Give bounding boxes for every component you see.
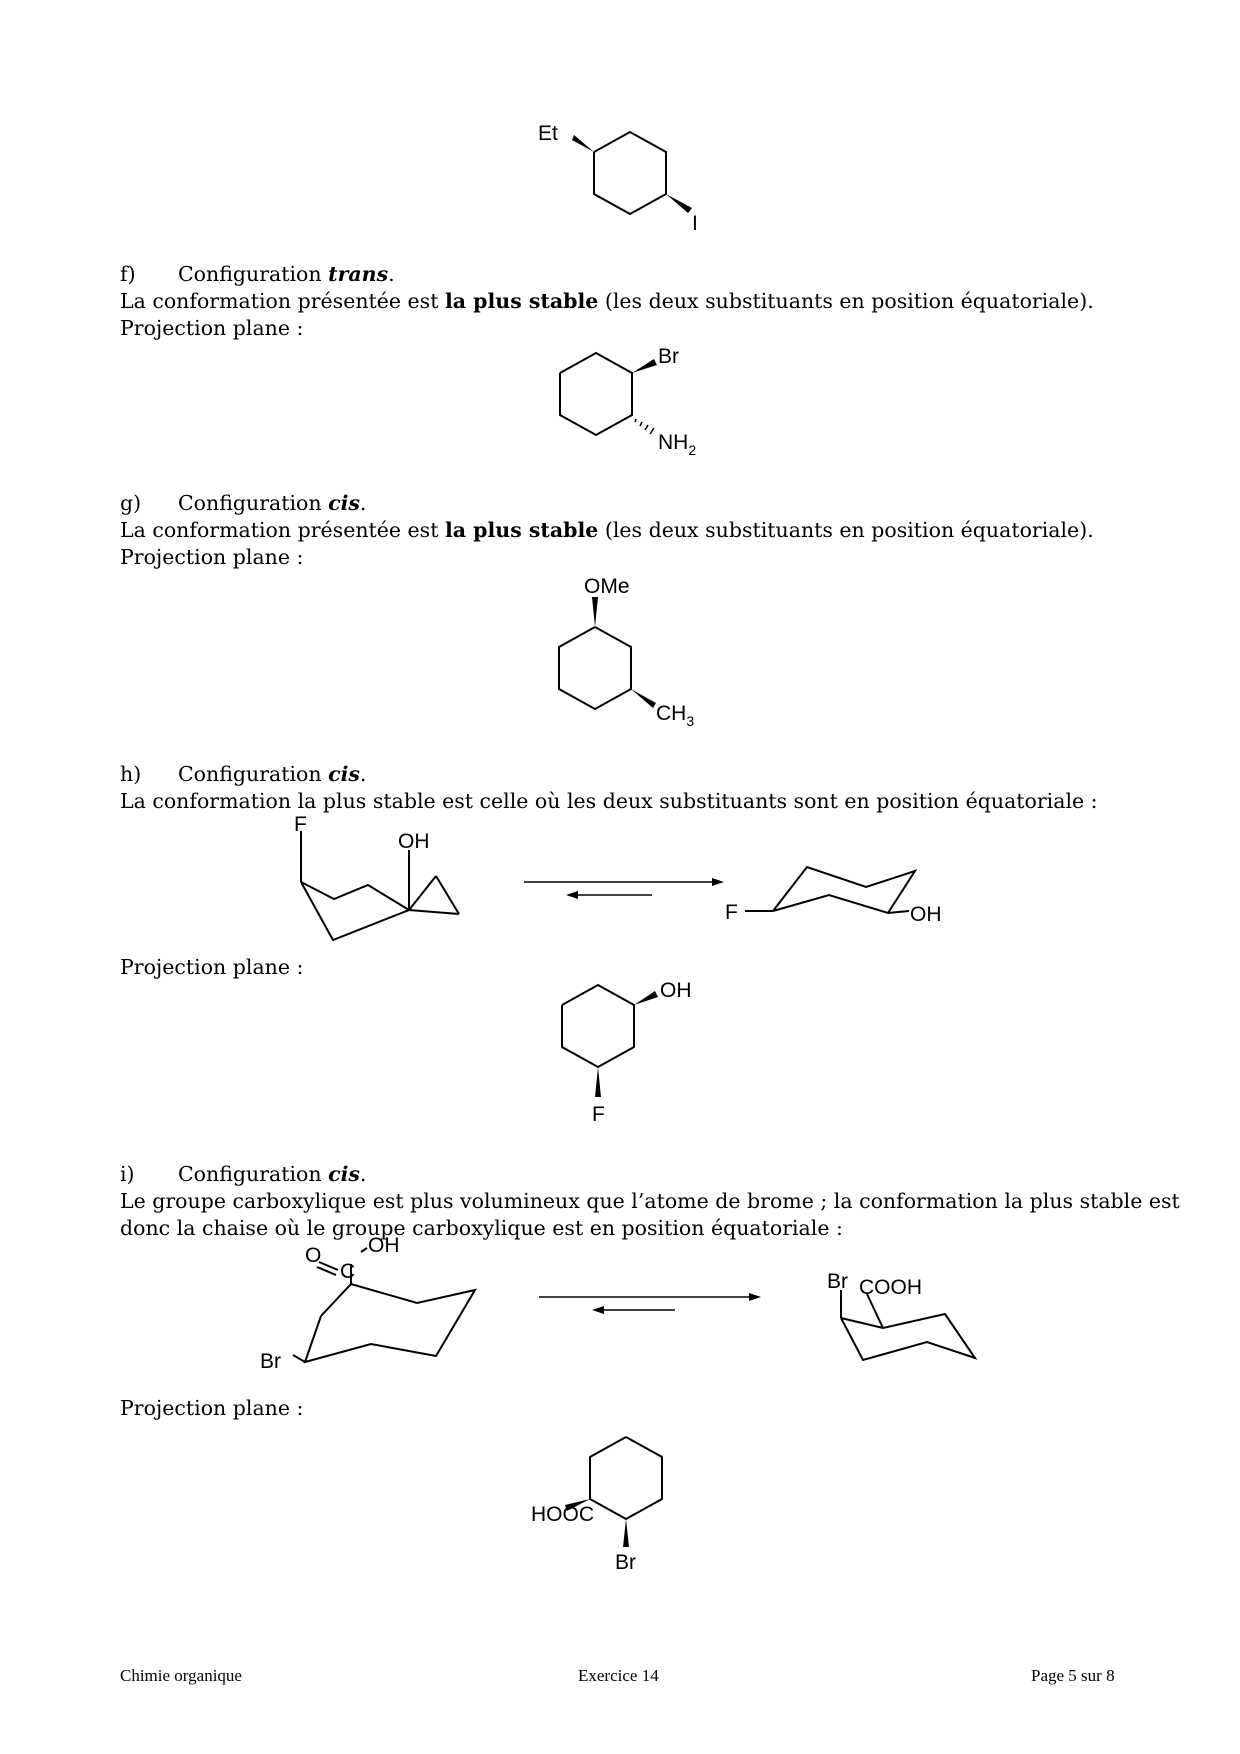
substituent-methyl: $CH_3$ (656, 702, 695, 729)
substituent-hydroxy: OH (660, 979, 692, 1002)
section-g-heading: Configuration cis. (178, 491, 367, 515)
chair-h-axial (270, 815, 470, 945)
carboxyl-carbon: C (340, 1260, 356, 1283)
substituent-methoxy: OMe (584, 575, 630, 598)
section-g-projection-label: Projection plane : (120, 545, 304, 569)
substituent-bromo: Br (658, 345, 679, 368)
substituent-fluoro-axial: F (294, 813, 307, 836)
section-f-heading: Configuration trans. (178, 262, 395, 286)
section-i-text-line1: Le groupe carboxylique est plus volumineux que l’atome de brome ; la conformation la plus stable est (120, 1189, 1180, 1213)
substituent-carboxyl: HOOC (531, 1503, 594, 1526)
chair-i-axial-bromo (255, 1234, 495, 1400)
section-f-letter: f) (120, 262, 136, 286)
footer-page-number: Page 5 sur 8 (1031, 1666, 1115, 1685)
section-f-text: La conformation présentée est la plus stable (les deux substituants en position équatoriale). (120, 289, 1094, 313)
molecule-e-structure (520, 110, 740, 235)
substituent-ethyl: Et (538, 122, 558, 145)
substituent-fluoro-equatorial: F (725, 901, 738, 924)
substituent-bromo-axial-chair: Br (260, 1350, 281, 1373)
chair-i-equatorial-carboxyl (815, 1260, 995, 1400)
substituent-bromo: Br (615, 1551, 636, 1574)
wedge-bond (666, 194, 692, 213)
section-h-text: La conformation la plus stable est celle où les deux substituants sont en position équatoriale : (120, 789, 1098, 813)
substituent-bromo-chair: Br (827, 1270, 848, 1293)
molecule-i-projection (525, 1425, 725, 1585)
substituent-hydroxy-equatorial: OH (910, 903, 942, 926)
substituent-hydroxy-axial: OH (398, 830, 430, 853)
section-i-heading: Configuration cis. (178, 1162, 367, 1186)
substituent-amino: $NH_2$ (658, 431, 697, 458)
section-i-projection-label: Projection plane : (120, 1396, 304, 1420)
section-h-heading: Configuration cis. (178, 762, 367, 786)
section-f-projection-label: Projection plane : (120, 316, 304, 340)
section-g-text: La conformation présentée est la plus stable (les deux substituants en position équatoriale). (120, 518, 1094, 542)
section-i-letter: i) (120, 1162, 135, 1186)
footer-course: Chimie organique (120, 1666, 242, 1685)
molecule-f-projection (540, 335, 740, 465)
section-h-letter: h) (120, 762, 142, 786)
molecule-g-projection (540, 565, 740, 735)
carbonyl-oxygen: O (305, 1244, 322, 1267)
substituent-fluoro: F (592, 1103, 605, 1126)
footer-exercise: Exercice 14 (578, 1666, 659, 1685)
chair-h-equatorial (725, 855, 965, 955)
section-i-text-line2: donc la chaise où le groupe carboxylique est en position équatoriale : (120, 1216, 843, 1240)
section-h-projection-label: Projection plane : (120, 955, 304, 979)
carboxyl-hydroxy: OH (368, 1234, 400, 1257)
substituent-carboxyl-chair: COOH (859, 1276, 922, 1299)
equilibrium-arrows (520, 870, 730, 910)
molecule-h-projection (540, 975, 740, 1135)
equilibrium-arrows-i (535, 1285, 765, 1325)
substituent-iodo: I (692, 212, 698, 235)
section-g-letter: g) (120, 491, 142, 515)
